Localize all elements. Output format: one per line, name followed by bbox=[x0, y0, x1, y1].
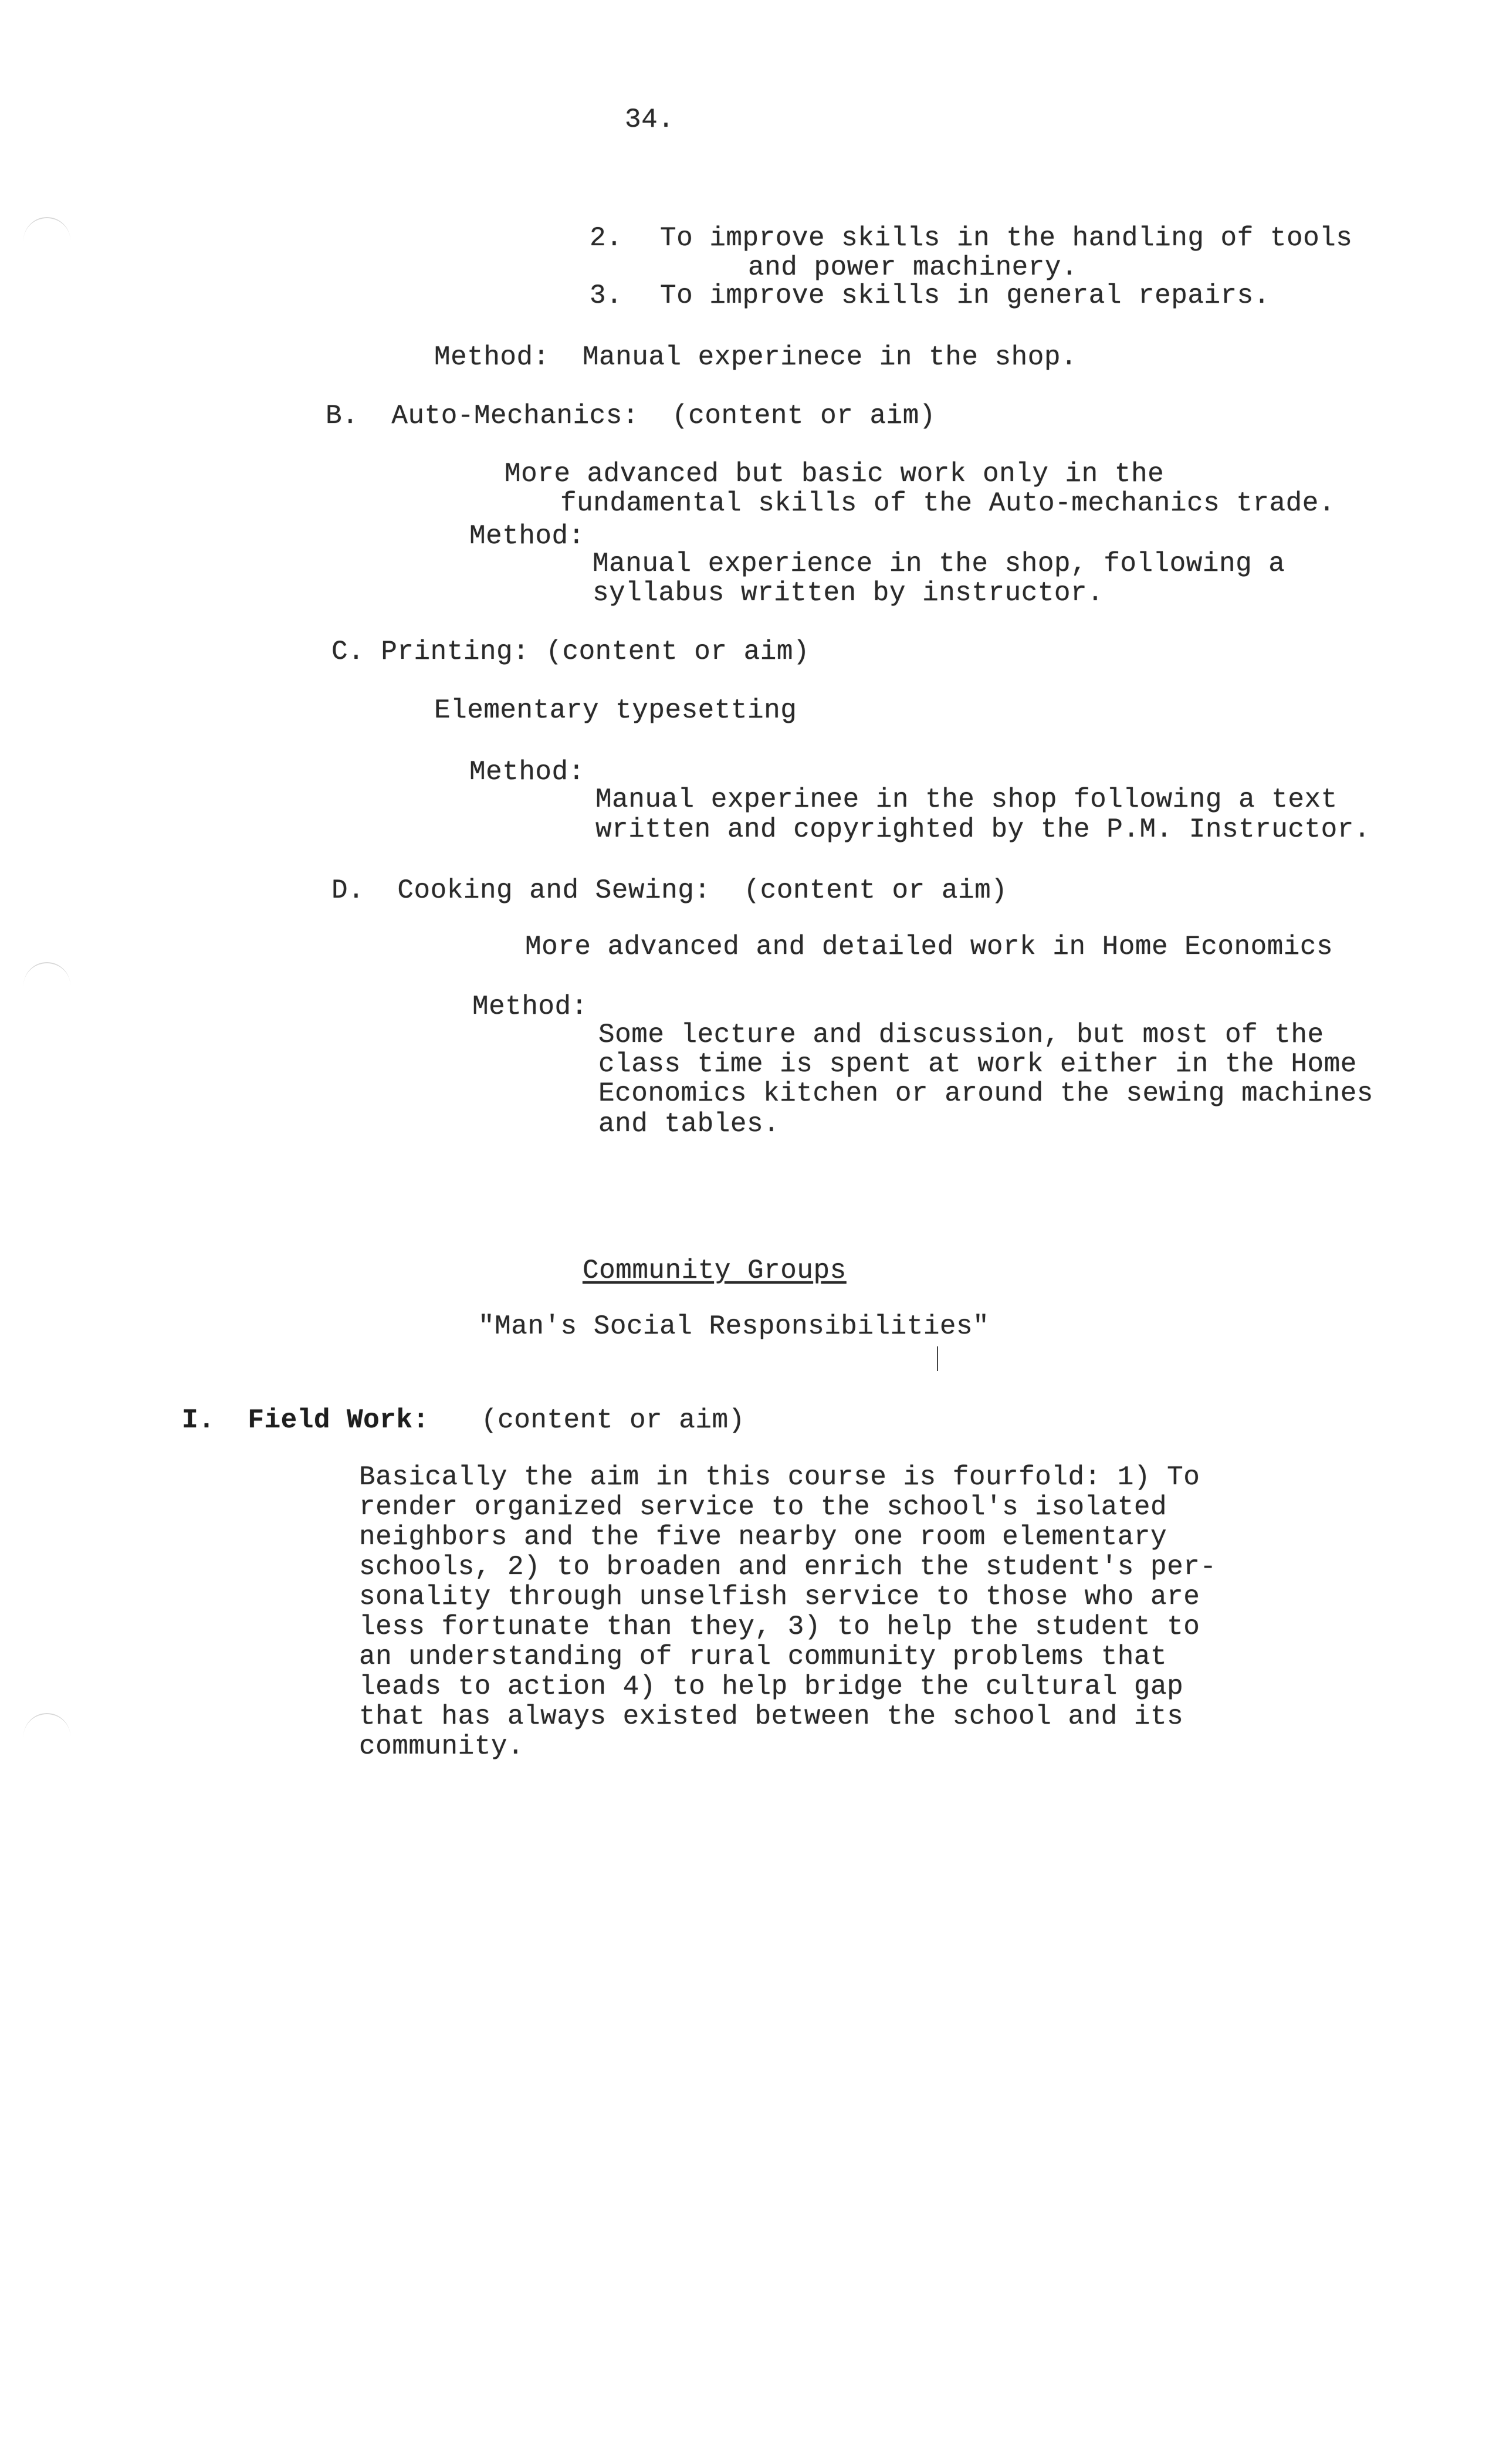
aim-text: More advanced but basic work only in the bbox=[505, 459, 1165, 489]
page-number: 34. bbox=[625, 104, 675, 135]
section-subtitle: "Man's Social Responsibilities" bbox=[478, 1311, 990, 1342]
list-item-label: 3. bbox=[590, 280, 623, 311]
field-work-line: less fortunate than they, 3) to help the student to bbox=[359, 1612, 1200, 1642]
aim-text: Elementary typesetting bbox=[434, 695, 797, 726]
section-heading: C. Printing: (content or aim) bbox=[331, 637, 810, 667]
method-text: written and copyrighted by the P.M. Instructor. bbox=[595, 814, 1370, 845]
method-text: and tables. bbox=[598, 1109, 780, 1139]
list-item-text: To improve skills in general repairs. bbox=[660, 280, 1270, 311]
field-work-line: an understanding of rural community problems that bbox=[359, 1641, 1167, 1672]
section-heading: D. Cooking and Sewing: (content or aim) bbox=[331, 875, 1008, 906]
method-label: Method: bbox=[472, 991, 588, 1022]
field-work-label: I. Field Work: bbox=[182, 1405, 429, 1436]
aim-text: fundamental skills of the Auto-mechanics trade. bbox=[560, 488, 1335, 519]
method-text: class time is spent at work either in the Home bbox=[598, 1049, 1357, 1079]
field-work-line: that has always existed between the school and its bbox=[359, 1701, 1184, 1732]
section-heading: B. Auto-Mechanics: (content or aim) bbox=[326, 401, 936, 431]
punch-hole-mark bbox=[23, 962, 70, 993]
field-work-line: schools, 2) to broaden and enrich the student's per- bbox=[359, 1552, 1217, 1582]
method-text: Manual experinee in the shop following a text bbox=[595, 784, 1338, 815]
field-work-line: render organized service to the school's isolated bbox=[359, 1492, 1167, 1522]
field-work-line: sonality through unselfish service to those who are bbox=[359, 1582, 1200, 1612]
list-item-text: and power machinery. bbox=[748, 252, 1078, 283]
section-title: Community Groups bbox=[583, 1255, 847, 1286]
field-work-line: community. bbox=[359, 1731, 524, 1762]
method-text: Manual experience in the shop, following a bbox=[593, 549, 1285, 579]
aim-text: More advanced and detailed work in Home Economics bbox=[525, 932, 1333, 962]
list-item-label: 2. bbox=[590, 223, 623, 253]
method-label: Method: bbox=[469, 521, 585, 551]
method-text: Some lecture and discussion, but most of the bbox=[598, 1020, 1324, 1050]
field-work-aim-label: (content or aim) bbox=[481, 1405, 745, 1436]
method-label: Method: bbox=[469, 757, 585, 787]
field-work-line: Basically the aim in this course is fourfold: 1) To bbox=[359, 1462, 1200, 1492]
punch-hole-mark bbox=[23, 1713, 70, 1744]
method-text: Economics kitchen or around the sewing machines bbox=[598, 1078, 1373, 1109]
field-work-line: neighbors and the five nearby one room elementary bbox=[359, 1522, 1167, 1552]
method-line: Method: Manual experinece in the shop. bbox=[434, 342, 1078, 373]
stray-pencil-mark bbox=[937, 1346, 938, 1371]
punch-hole-mark bbox=[23, 217, 70, 248]
list-item-text: To improve skills in the handling of tools bbox=[660, 223, 1353, 253]
field-work-line: leads to action 4) to help bridge the cultural gap bbox=[359, 1671, 1184, 1702]
method-text: syllabus written by instructor. bbox=[593, 578, 1104, 608]
